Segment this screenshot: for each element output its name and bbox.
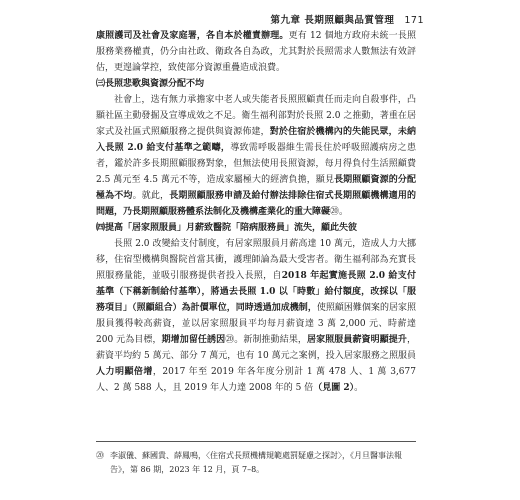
paragraph-2 — [96, 92, 416, 220]
footnote-mark: ⑳ — [96, 451, 104, 460]
figure-ref[interactable]: （見圖 2） — [313, 383, 355, 393]
bold-run: 對於住宿於機構內的失能民眾，未納入長照 2.0 給支付基準之範疇， — [96, 127, 416, 153]
text-run: 導致需呼吸器維生需長住於呼吸照護病房之患者，鑑於許多長期照顧服務對象，但無法使用長照資源，每月得負付生活照顧費 2.5 萬元至 4.5 萬元不等，造成家屬極大的經濟負擔，顯見 — [96, 143, 416, 185]
text-run: 。就此， — [132, 191, 170, 201]
footnote-text: 李淑儀、蘇國貴、薛鳳鳴，〈住宿式長照機構規範處罰疑慮之探討〉，《月旦醫事法報告》，第 86 期，2023 年 12 月，頁 7–8。 — [110, 451, 402, 474]
footnote-ref[interactable]: ⑳。 — [330, 207, 349, 217]
text-run: 更有 12 個地方政府未統一長照服務業務權責，仍分由社政、衛政各自為政，尤其對於長照需求人數無法有效評估，更遑論掌控，致使部分資源重疊造成浪費。 — [96, 31, 416, 73]
bold-run: 人力明顯倍增 — [96, 367, 153, 377]
paragraph-1 — [96, 28, 416, 76]
page-number: 171 — [404, 15, 424, 26]
bold-run: 2018 年起實施長照 2.0 給支付基準（下稱新制給付基準），將過去長照 1.0 以「時數」給付額度，改採以「服務項目」（照顧組合）為計價單位，同時透過加成機制， — [96, 271, 416, 313]
bold-run: 長期照顧服務申請及給付辦法排除住宿式長期照顧機構適用的問題，乃長期照顧服務體系法制化及機構產業化的重大障礙 — [96, 191, 416, 217]
running-head — [271, 12, 424, 26]
footnote-ref[interactable]: ⑳。新制推動結果， — [225, 335, 307, 345]
text-run: 。 — [354, 383, 364, 393]
text-run: 社會上，迭有無力承擔家中老人或失能者長照照顧責任而走向自殺事件，凸顯社區主動發掘及宣導成效之不足。衛生福利部對於長照 2.0 之推動，著重在居家式及社區式照顧服務之提供與資源佈建， — [96, 95, 416, 137]
section-heading-4: ㈣提高「居家照服員」月薪致醫院「陪病服務員」流失，顧此失彼 — [96, 223, 358, 233]
text-run: 使照顧困難個案的居家照服員獲得較高薪資，並以居家照服員平均每月薪資達 3 萬 2,000 元、時薪達 200 元為目標， — [96, 303, 416, 345]
bold-run: 期增加留任誘因 — [161, 335, 226, 345]
section-heading-3: ㈢長照悲歌與資源分配不均 — [96, 79, 205, 89]
chapter-title: 第九章 長期照顧與品質管理 — [270, 15, 395, 26]
text-run: ，2017 年至 2019 年各年度分別計 1 萬 478 人、1 萬 3,677 人、2 萬 588 人，且 2019 年人力達 2008 年的 5 倍 — [96, 367, 416, 393]
paragraph-3 — [96, 236, 416, 396]
body-text — [96, 28, 416, 396]
text-run: 長照 2.0 改變給支付制度，有居家照服員月薪高達 10 萬元，造成人力大挪移，住宿型機構與醫院首當其衝，護理師論為最大受害者。衛生福利部為充實長照服務量能，並吸引服務提供者投入長照，自 — [96, 239, 416, 281]
bold-run: 康照護司及社會及家庭署，各自本於權責辦理。 — [96, 31, 289, 41]
bold-run: 長期照顧資源的分配極為不均 — [96, 175, 416, 201]
footnote-divider — [96, 441, 416, 442]
bold-run: 居家照服員薪資明顯提升 — [307, 335, 407, 345]
footnote — [96, 449, 416, 477]
text-run: ，薪資平均約 5 萬元、部分 7 萬元，也有 10 萬元之案例，投入居家服務之照服員 — [96, 335, 416, 361]
